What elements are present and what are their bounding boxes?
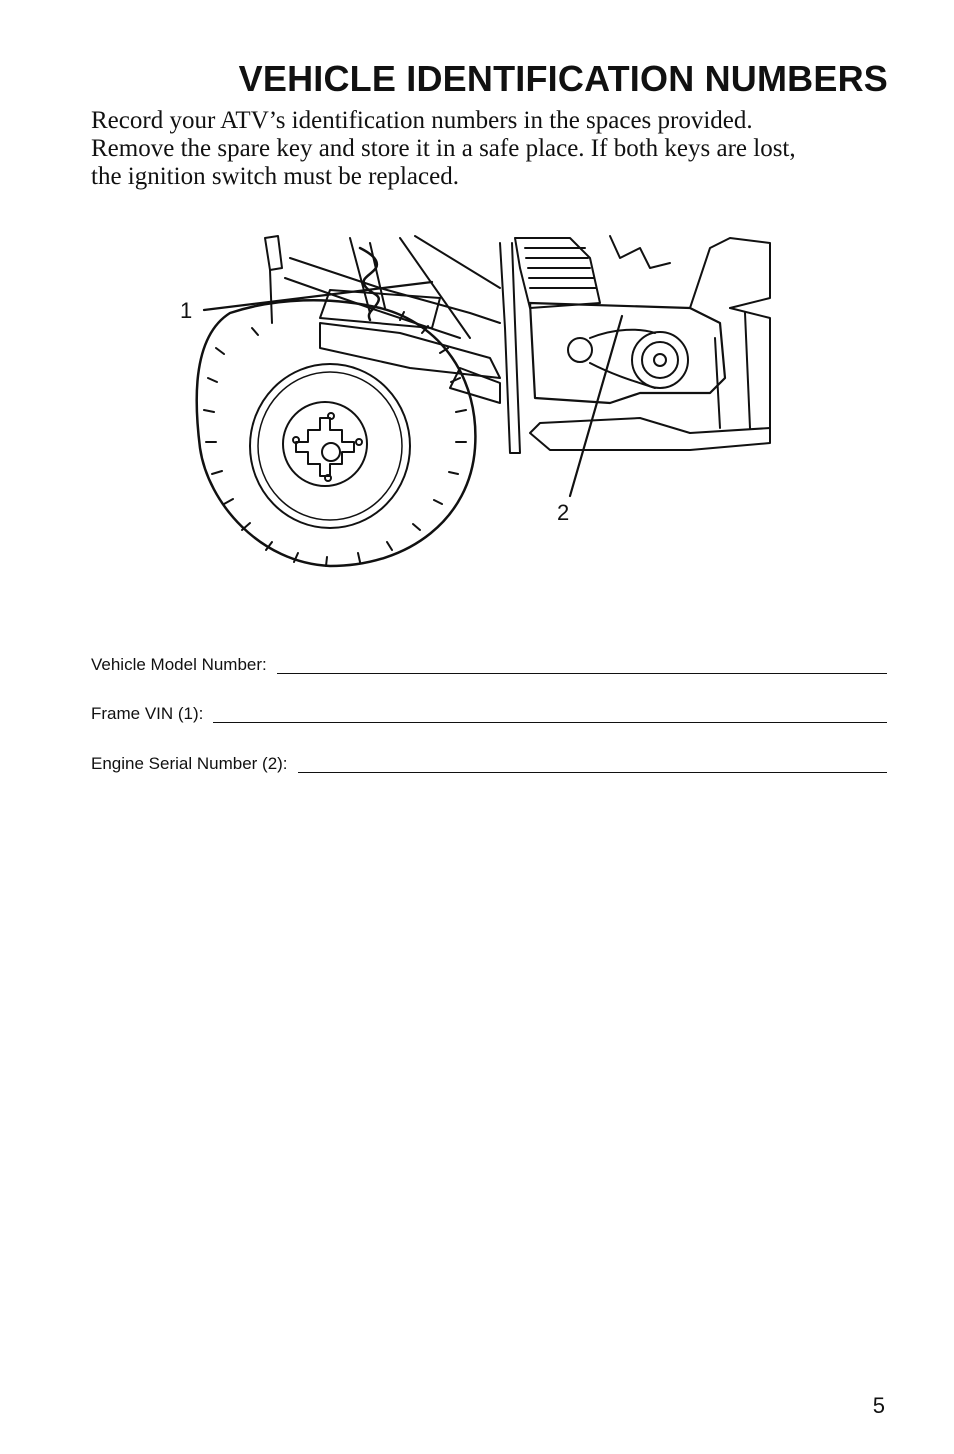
field-label: Vehicle Model Number:	[91, 655, 267, 674]
tire-drawing	[197, 300, 476, 566]
frame-vin-field[interactable]	[91, 700, 887, 724]
atv-illustration	[170, 228, 780, 578]
fill-in-line[interactable]	[298, 772, 887, 773]
field-label: Frame VIN (1):	[91, 704, 204, 723]
callout-label-1: 1	[180, 298, 193, 323]
fill-in-line[interactable]	[213, 722, 887, 723]
vehicle-model-number-field[interactable]	[91, 651, 887, 675]
callout-2-leader	[570, 316, 622, 496]
intro-paragraph	[91, 107, 891, 191]
engine-drawing	[515, 236, 770, 450]
intro-line: Remove the spare key and store it in a safe place. If both keys are lost,	[91, 135, 796, 162]
page-number: 5	[872, 1393, 885, 1418]
field-label: Engine Serial Number (2):	[91, 754, 288, 773]
page-title: VEHICLE IDENTIFICATION NUMBERS	[238, 58, 888, 99]
frame-drawing	[265, 236, 520, 453]
fill-in-line[interactable]	[277, 673, 887, 674]
callout-label-2: 2	[557, 500, 570, 525]
engine-serial-number-field[interactable]	[91, 750, 887, 774]
intro-line: the ignition switch must be replaced.	[91, 163, 459, 190]
intro-line: Record your ATV’s identification numbers in the spaces provided.	[91, 107, 753, 134]
callout-1-leader	[204, 282, 432, 310]
